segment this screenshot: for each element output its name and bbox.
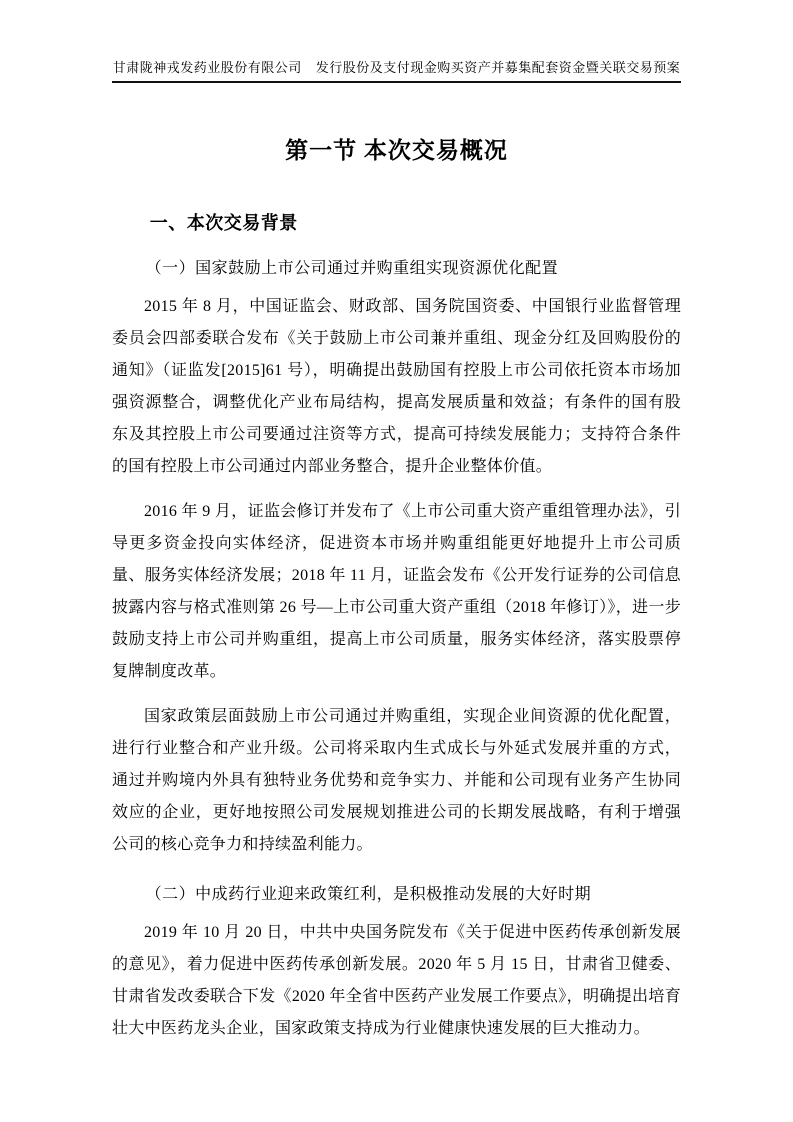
- subsection-heading-2: （二）中成药行业迎来政策红利，是积极推动发展的大好时期: [145, 886, 592, 903]
- paragraph: 2019 年 10 月 20 日，中共中央国务院发布《关于促进中医药传承创新发展的意见》，着力促进中医药传承创新发展。2020 年 5 月 15 日，甘肃省卫健委、甘肃省发改委联合下发《2020 年全省中医药产业发展工作要点》，明确提出培育壮大中医药龙头企业，国家政策支持成为行业健康快速发展的巨大推动力。: [112, 924, 681, 1037]
- subsection-heading-1: （一）国家鼓励上市公司通过并购重组实现资源优化配置: [145, 260, 559, 277]
- page-header-row: [112, 57, 681, 76]
- header-company-name: 甘肃陇神戎发药业股份有限公司: [112, 60, 302, 75]
- paragraph: 2015 年 8 月，中国证监会、财政部、国务院国资委、中国银行业监督管理委员会四部委联合发布《关于鼓励上市公司兼并重组、现金分红及回购股份的通知》（证监发[2015]61 号），明确提出鼓励国有控股上市公司依托资本市场加强资源整合，调整优化产业布局结构，提高发展质量和效益；有条件的国有股东及其控股上市公司要通过注资等方式，提高可持续发展能力；支持符合条件的国有控股上市公司通过内部业务整合，提升企业整体价值。: [112, 298, 681, 475]
- chapter-title: 第一节 本次交易概况: [285, 138, 508, 163]
- paragraph: 国家政策层面鼓励上市公司通过并购重组，实现企业间资源的优化配置，进行行业整合和产业升级。公司将采取内生式成长与外延式发展并重的方式，通过并购境内外具有独特业务优势和竞争实力、并能和公司现有业务产生协同效应的企业，更好地按照公司发展规划推进公司的长期发展战略，有利于增强公司的核心竞争力和持续盈利能力。: [112, 708, 681, 853]
- header-document-subject: 发行股份及支付现金购买资产并募集配套资金暨关联交易预案: [315, 60, 681, 75]
- page-header: [112, 0, 681, 83]
- paragraph: 2016 年 9 月，证监会修订并发布了《上市公司重大资产重组管理办法》，引导更多资金投向实体经济，促进资本市场并购重组能更好地提升上市公司质量、服务实体经济发展；2018 年 11 月，证监会发布《公开发行证券的公司信息披露内容与格式准则第 26 号—上市公司重大资产重组（2018 年修订）》，进一步鼓励支持上市公司并购重组，提高上市公司质量，服务实体经济，落实股票停复牌制度改革。: [112, 503, 681, 680]
- section-heading-transaction-background: 一、本次交易背景: [149, 213, 298, 233]
